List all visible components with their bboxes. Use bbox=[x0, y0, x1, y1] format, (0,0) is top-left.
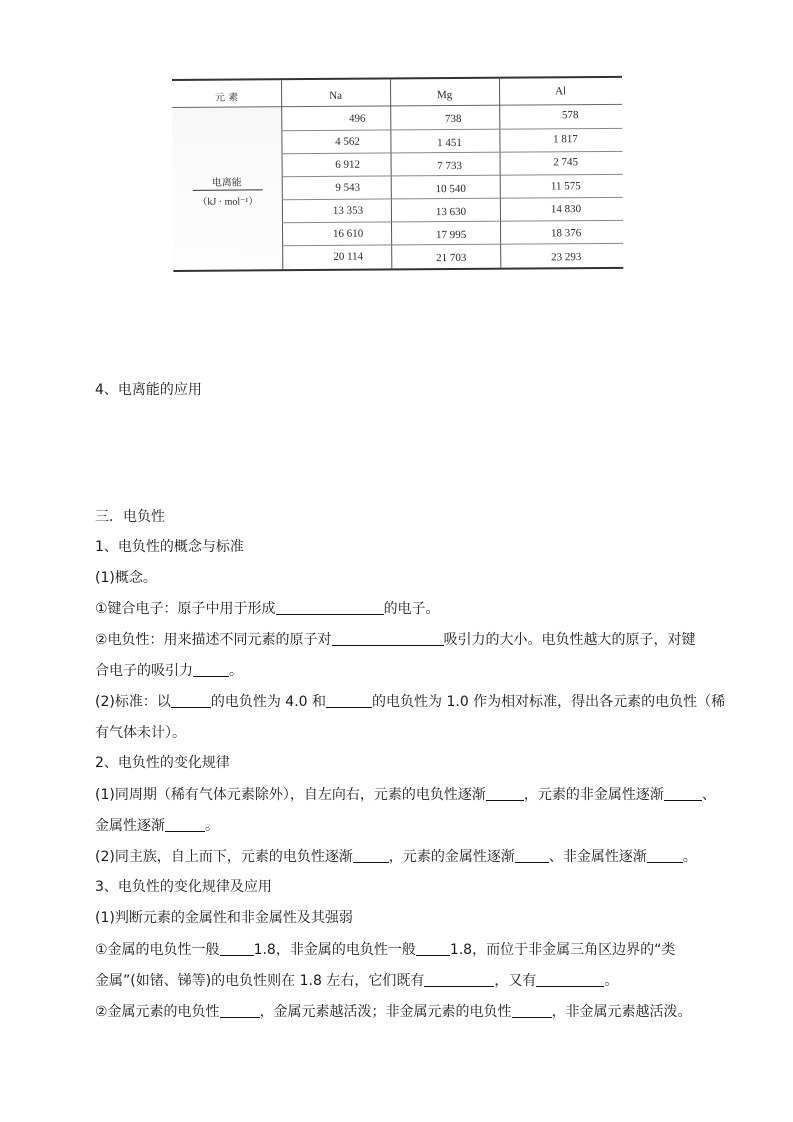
paragraph-line bbox=[95, 1002, 692, 1022]
table-cell: 14 830 bbox=[550, 203, 582, 216]
text-run: 。 bbox=[604, 973, 619, 989]
table-row-rule bbox=[282, 220, 623, 223]
fill-blank[interactable] bbox=[647, 848, 683, 863]
fill-blank[interactable] bbox=[332, 631, 444, 646]
text-run: 。 bbox=[682, 849, 697, 865]
subheading: (1)概念。 bbox=[95, 570, 157, 586]
text-run: ，金属元素越活泼；非金属元素的电负性 bbox=[259, 1004, 512, 1020]
table-cell: 10 540 bbox=[435, 182, 466, 196]
fill-blank[interactable] bbox=[220, 1003, 260, 1018]
fill-blank[interactable] bbox=[326, 693, 372, 708]
paragraph-line bbox=[95, 692, 725, 712]
table-header-rule bbox=[172, 104, 622, 108]
text-run: 1.8，非金属的电负性一般 bbox=[253, 942, 416, 958]
table-row-rule bbox=[282, 174, 623, 177]
table-row-rule bbox=[282, 243, 623, 246]
table-cell: 4 562 bbox=[335, 135, 360, 148]
text-run: ，元素的金属性逐渐 bbox=[388, 849, 515, 865]
text-run: 合电子的吸引力 bbox=[95, 663, 193, 679]
table-header-na: Na bbox=[329, 89, 343, 102]
text-run: 、非金属性逐渐 bbox=[548, 849, 647, 865]
text-run: 。 bbox=[229, 663, 243, 679]
paragraph-line bbox=[95, 785, 716, 805]
table-cell: 1 817 bbox=[553, 133, 578, 146]
table-cell: 21 703 bbox=[436, 251, 467, 265]
fill-blank[interactable] bbox=[416, 941, 450, 956]
table-cell: 11 575 bbox=[550, 180, 581, 193]
text-run: 吸引力的大小。电负性越大的原子，对键 bbox=[443, 632, 696, 648]
table-cell: 13 353 bbox=[332, 204, 364, 217]
fill-blank[interactable] bbox=[220, 941, 254, 956]
paragraph-line bbox=[95, 940, 675, 960]
text-run: (1)同周期（稀有气体元素除外），自左向右，元素的电负性逐渐 bbox=[95, 787, 486, 803]
table-cell: 18 376 bbox=[550, 227, 582, 240]
table-row-rule bbox=[282, 151, 623, 154]
subheading: (1)判断元素的金属性和非金属性及其强弱 bbox=[95, 910, 353, 926]
text-run: 金属”(如锗、锑等)的电负性则在 1.8 左右，它们既有 bbox=[95, 973, 425, 989]
subheading: 2、电负性的变化规律 bbox=[95, 755, 230, 771]
text-run: 的电负性为 1.0 作为相对标准，得出各元素的电负性（稀 bbox=[372, 694, 726, 710]
table-row-unit: （kJ · mol⁻¹） bbox=[197, 196, 259, 208]
table-cell: 9 543 bbox=[335, 181, 361, 194]
paragraph-line bbox=[95, 630, 696, 650]
fill-blank[interactable] bbox=[536, 972, 604, 987]
text-run: (2)标准：以 bbox=[95, 694, 171, 710]
text-run: ①金属的电负性一般 bbox=[95, 942, 220, 958]
table-top-rule bbox=[172, 76, 622, 81]
text-run: ，又有 bbox=[494, 973, 537, 989]
text-run: 的电负性为 4.0 和 bbox=[210, 694, 327, 710]
text-run: 、 bbox=[701, 787, 716, 803]
text-run: ①键合电子：原子中用于形成 bbox=[95, 601, 276, 617]
fill-blank[interactable] bbox=[486, 786, 524, 801]
table-row-rule bbox=[282, 197, 623, 200]
table-row-label: 电离能 bbox=[211, 177, 242, 189]
paragraph-line bbox=[95, 816, 219, 836]
fill-blank[interactable] bbox=[193, 662, 229, 677]
text-run: ，非金属元素越活泼。 bbox=[551, 1004, 692, 1020]
text-run: 。 bbox=[205, 818, 219, 834]
fill-blank[interactable] bbox=[515, 848, 549, 863]
fill-blank[interactable] bbox=[165, 817, 205, 832]
table-cell: 6 912 bbox=[335, 158, 361, 171]
text-run: ，元素的非金属性逐渐 bbox=[523, 787, 664, 803]
fill-blank[interactable] bbox=[664, 786, 702, 801]
table-row-rule bbox=[281, 128, 622, 131]
text-run: 1.8，而位于非金属三角区边界的“类 bbox=[449, 942, 676, 958]
paragraph-line bbox=[95, 847, 697, 867]
table-header-element: 元 素 bbox=[215, 92, 239, 104]
paragraph-line bbox=[95, 971, 618, 991]
table-cell: 16 610 bbox=[332, 227, 364, 240]
fill-blank[interactable] bbox=[171, 693, 211, 708]
table-cell: 13 630 bbox=[435, 205, 467, 219]
table-cell: 23 293 bbox=[551, 251, 582, 264]
table-header-al: Al bbox=[555, 85, 567, 98]
table-cell: 738 bbox=[444, 112, 462, 126]
fill-blank[interactable] bbox=[424, 972, 494, 987]
table-divider bbox=[281, 80, 283, 269]
paragraph-line: 有气体未计）。 bbox=[95, 725, 186, 741]
table-cell: 20 114 bbox=[333, 250, 364, 263]
table-cell: 7 733 bbox=[437, 159, 463, 173]
fill-blank[interactable] bbox=[353, 848, 389, 863]
ionization-energy-table bbox=[172, 76, 623, 272]
text-run: (2)同主族，自上而下，元素的电负性逐渐 bbox=[95, 849, 353, 865]
subheading: 3、电负性的变化规律及应用 bbox=[95, 879, 272, 895]
section-heading: 三．电负性 bbox=[95, 509, 165, 525]
fill-blank[interactable] bbox=[276, 600, 384, 615]
text-run: 金属性逐渐 bbox=[95, 818, 165, 834]
section-heading: 4、电离能的应用 bbox=[95, 382, 202, 398]
text-run: ②金属元素的电负性 bbox=[95, 1004, 220, 1020]
table-cell: 17 995 bbox=[435, 228, 467, 242]
subheading: 1、电负性的概念与标准 bbox=[95, 539, 244, 555]
paragraph-line bbox=[95, 599, 440, 619]
table-divider bbox=[390, 79, 392, 268]
table-cell: 2 745 bbox=[553, 156, 579, 169]
table-header-mg: Mg bbox=[436, 89, 453, 102]
paragraph-line bbox=[95, 661, 243, 681]
table-cell: 496 bbox=[348, 112, 366, 125]
table-cell: 1 451 bbox=[437, 136, 462, 150]
text-run: ②电负性：用来描述不同元素的原子对 bbox=[95, 632, 332, 648]
text-run: 的电子。 bbox=[383, 601, 440, 617]
fill-blank[interactable] bbox=[512, 1003, 552, 1018]
table-cell: 578 bbox=[561, 109, 579, 122]
